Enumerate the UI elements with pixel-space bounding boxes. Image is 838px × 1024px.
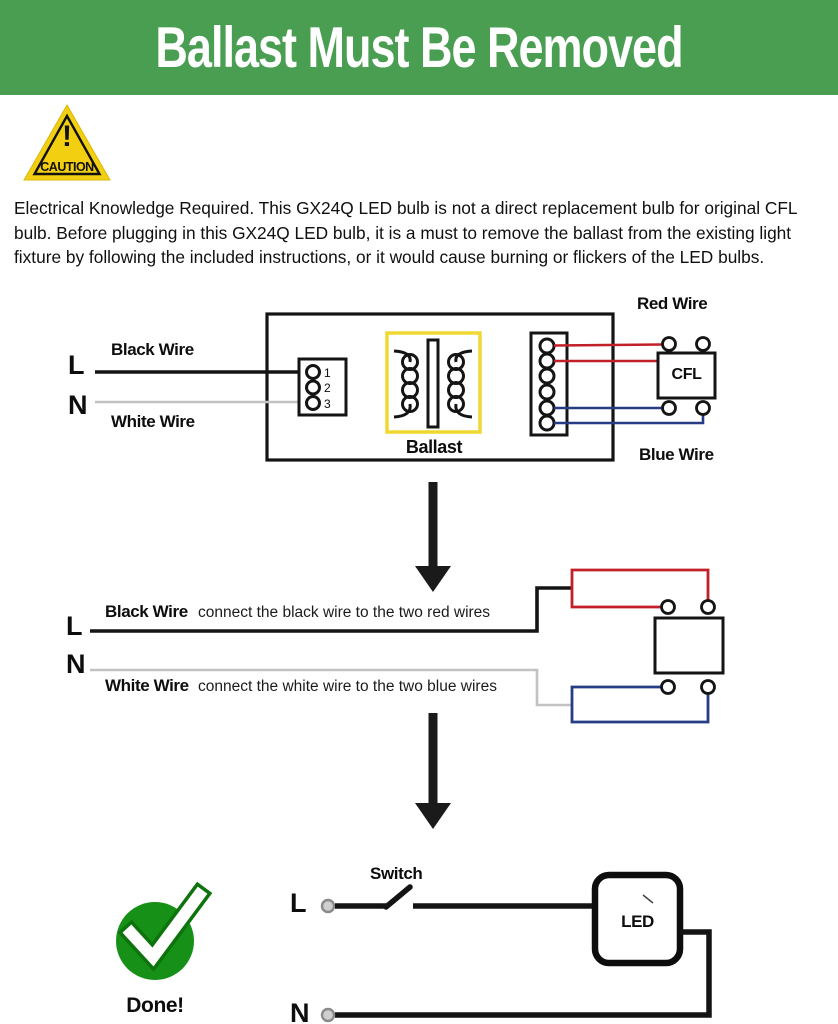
led-label: LED xyxy=(621,912,654,931)
down-arrow-1 xyxy=(415,482,451,592)
black-wire-instruction: connect the black wire to the two red wires xyxy=(198,604,491,621)
blue-end-circle-right xyxy=(702,681,715,694)
neutral-terminal-circle xyxy=(322,1009,334,1021)
red-wire-end-circle-right xyxy=(697,338,710,351)
d1-neutral-label: N xyxy=(68,390,88,420)
switch-blade xyxy=(386,887,410,907)
blue-wire-end-circle-right xyxy=(697,402,710,415)
terminal-3-circle xyxy=(307,397,320,410)
live-terminal-circle xyxy=(322,900,334,912)
blue-wires-loop xyxy=(572,687,708,722)
d1-line-label: L xyxy=(68,350,85,380)
d1-white-wire-label: White Wire xyxy=(111,412,195,431)
d3-neutral-label: N xyxy=(290,998,310,1024)
d3-line-label: L xyxy=(290,888,307,918)
d1-black-wire-label: Black Wire xyxy=(111,340,194,359)
page-title: Ballast Must Be Removed xyxy=(155,14,683,80)
red-wire-label: Red Wire xyxy=(637,294,708,313)
down-arrow-2 xyxy=(415,713,451,829)
red-wire-top xyxy=(554,345,662,346)
red-end-circle-left xyxy=(662,601,675,614)
blue-end-circle-left xyxy=(662,681,675,694)
caution-exclamation: ! xyxy=(62,120,72,153)
terminal-1-circle xyxy=(307,366,320,379)
d2-line-label: L xyxy=(66,611,83,641)
diagram-after-group xyxy=(90,570,723,722)
blue-wire-label: Blue Wire xyxy=(639,445,714,464)
red-wires-loop xyxy=(572,570,708,607)
terminal-2-circle xyxy=(307,381,320,394)
done-label: Done! xyxy=(126,994,184,1017)
white-wire-instruction: connect the white wire to the two blue wires xyxy=(198,678,497,695)
terminal-2-number: 2 xyxy=(324,381,331,395)
terminal-1-number: 1 xyxy=(324,366,331,380)
red-end-circle-right xyxy=(702,601,715,614)
intro-text: Electrical Knowledge Required. This GX24Q LED bulb is not a direct replacement bulb for original CFL bulb. Before plugging in this GX24Q LED bulb, it is a must to remove the ballast from the existing light fixture by following the included instructions, or it would cause burning or flickers of the LED bulbs. xyxy=(14,198,797,268)
diagram-done-group xyxy=(116,875,709,1021)
terminal-3-number: 3 xyxy=(324,397,331,411)
caution-label: CAUTION xyxy=(40,160,94,174)
switch-label: Switch xyxy=(370,864,423,883)
transformer-core xyxy=(428,340,438,427)
d2-white-wire-label: White Wire xyxy=(105,676,189,695)
cfl-label: CFL xyxy=(671,366,702,383)
blue-wire-bottom xyxy=(554,415,703,423)
d2-neutral-label: N xyxy=(66,649,86,679)
ballast-label: Ballast xyxy=(405,437,463,457)
lamp-socket-box xyxy=(655,618,723,673)
blue-wire-end-circle-left xyxy=(663,402,676,415)
red-wire-end-circle-left xyxy=(663,338,676,351)
d2-black-wire-label: Black Wire xyxy=(105,602,188,621)
